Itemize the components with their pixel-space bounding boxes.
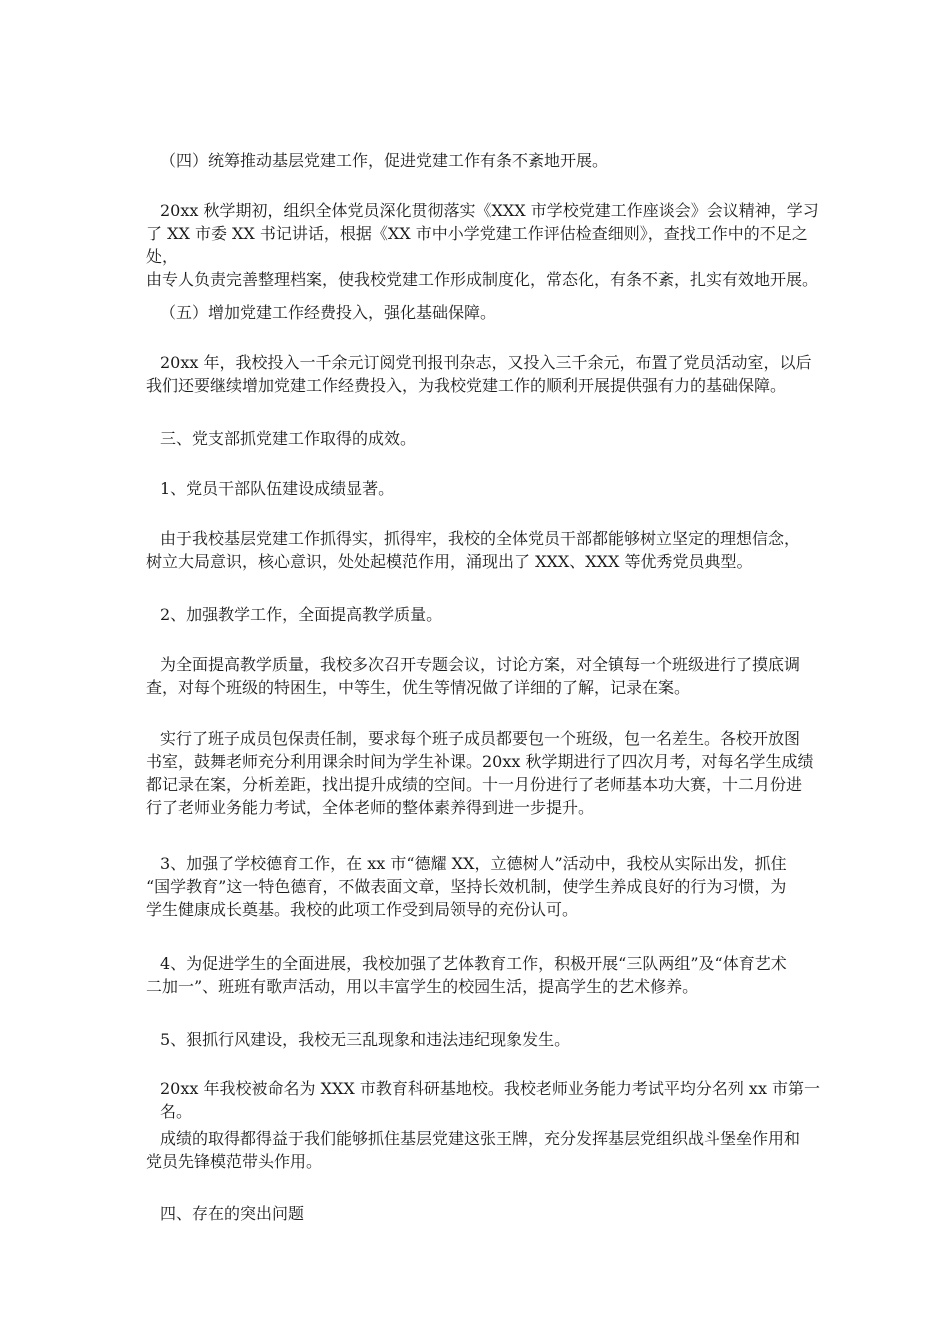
text-line: 党员先锋模范带头作用。	[146, 1152, 323, 1171]
text-line: 了 XX 市委 XX 书记讲话，根据《XX 市中小学党建工作评估检查细则》，查找工作中的不足之处，	[146, 224, 808, 266]
text-line: 二加一”、班班有歌声活动，用以丰富学生的校园生活，提高学生的艺术修养。	[146, 977, 699, 996]
text-line: 实行了班子成员包保责任制，要求每个班子成员都要包一个班级，包一名差生。各校开放图	[160, 729, 801, 748]
text-line: （四）统筹推动基层党建工作，促进党建工作有条不紊地开展。	[160, 151, 609, 170]
paragraph	[146, 426, 416, 449]
text-line: 2、加强教学工作，全面提高教学质量。	[160, 605, 443, 624]
text-line: 5、狠抓行风建设，我校无三乱现象和违法违纪现象发生。	[160, 1030, 571, 1049]
text-line: 都记录在案，分析差距，找出提升成绩的空间。十一月份进行了老师基本功大赛，十二月份进	[146, 775, 803, 794]
paragraph	[146, 526, 800, 572]
text-line: 书室，鼓舞老师充分利用课余时间为学生补课。20xx 秋学期进行了四次月考，对每名学生成绩	[146, 752, 814, 771]
paragraph	[146, 1027, 570, 1050]
text-line: 三、党支部抓党建工作取得的成效。	[160, 429, 417, 448]
text-line: 1、党员干部队伍建设成绩显著。	[160, 479, 395, 498]
paragraph	[146, 726, 814, 818]
paragraph	[146, 198, 826, 290]
text-line: 4、为促进学生的全面进展，我校加强了艺体教育工作，积极开展“三队两组”及“体育艺术	[160, 954, 787, 973]
text-line: 3、加强了学校德育工作，在 xx 市“德耀 XX，立德树人”活动中，我校从实际出发，抓住	[160, 854, 787, 873]
text-line: 查，对每个班级的特困生，中等生，优生等情况做了详细的了解，记录在案。	[146, 678, 691, 697]
paragraph	[146, 951, 787, 997]
paragraph	[146, 476, 394, 499]
text-line: 20xx 年，我校投入一千余元订阅党刊报刊杂志，又投入三千余元，布置了党员活动室，以后	[160, 353, 812, 372]
text-line: 20xx 秋学期初，组织全体党员深化贯彻落实《XXX 市学校党建工作座谈会》会议精神，学习	[160, 201, 819, 220]
text-line: 由于我校基层党建工作抓得实，抓得牢，我校的全体党员干部都能够树立坚定的理想信念，	[160, 529, 801, 548]
text-line: 20xx 年我校被命名为 XXX 市教育科研基地校。我校老师业务能力考试平均分名列 xx 市第一名。	[160, 1079, 821, 1121]
paragraph	[146, 602, 442, 625]
paragraph	[146, 652, 800, 698]
paragraph	[146, 148, 608, 171]
text-line: “国学教育”这一特色德育，不做表面文章，坚持长效机制，使学生养成良好的行为习惯，为	[146, 877, 787, 896]
text-line: 四、存在的突出问题	[160, 1204, 305, 1223]
paragraph	[146, 350, 812, 396]
text-line: 为全面提高教学质量，我校多次召开专题会议，讨论方案，对全镇每一个班级进行了摸底调	[160, 655, 801, 674]
paragraph	[146, 1201, 304, 1224]
text-line: （五）增加党建工作经费投入，强化基础保障。	[160, 303, 497, 322]
text-line: 树立大局意识，核心意识，处处起模范作用，涌现出了 XXX、XXX 等优秀党员典型。	[146, 552, 753, 571]
text-line: 行了老师业务能力考试，全体老师的整体素养得到进一步提升。	[146, 798, 595, 817]
paragraph	[146, 300, 496, 323]
paragraph	[146, 1076, 826, 1122]
text-line: 学生健康成长奠基。我校的此项工作受到局领导的充份认可。	[146, 900, 579, 919]
text-line: 我们还要继续增加党建工作经费投入，为我校党建工作的顺利开展提供强有力的基础保障。	[146, 376, 787, 395]
paragraph	[146, 1126, 800, 1172]
paragraph	[146, 851, 787, 920]
text-line: 由专人负责完善整理档案，使我校党建工作形成制度化，常态化，有条不紊，扎实有效地开展。	[146, 270, 819, 289]
text-line: 成绩的取得都得益于我们能够抓住基层党建这张王牌，充分发挥基层党组织战斗堡垒作用和	[160, 1129, 801, 1148]
